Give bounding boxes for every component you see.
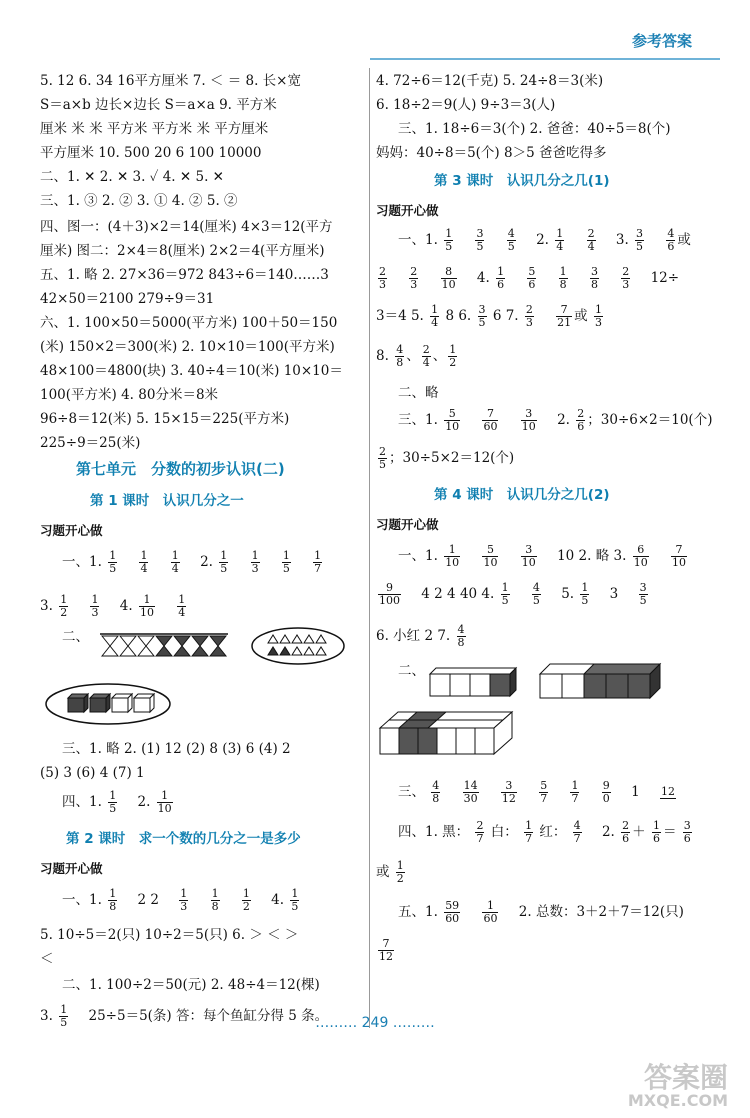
header-rule: [370, 58, 720, 60]
answer-line: 5. 12 6. 34 16平方厘米 7. ＜ ＝ 8. 长×宽: [40, 73, 301, 89]
fraction: $\frac{1}{10}$: [139, 593, 154, 619]
page-header: [0, 0, 750, 60]
answer-line: 100(平方米) 4. 80分米＝8米: [40, 387, 219, 403]
lesson-title: 第 4 课时 认识几分之几(2): [434, 487, 610, 503]
fraction-row: 一、1. $\frac{1}{10}$ $\frac{5}{10}$ $\frac{3}{10}$ 10 2. 略 3. $\frac{6}{10}$ $\frac{7}{10}$: [398, 543, 686, 569]
lesson-title: 第 2 课时 求一个数的几分之一是多少: [66, 831, 301, 847]
fraction-row: 3. $\frac{1}{2}$ $\frac{1}{3}$ 4. $\frac{1}{10}$ $\frac{1}{4}$: [40, 593, 186, 619]
answer-line: 三、1. 18÷6＝3(个) 2. 爸爸：40÷5＝8(个): [398, 121, 671, 137]
column-divider: [369, 68, 370, 1028]
fraction-row: $\frac{2}{5}$ ；30÷5×2＝12(个): [379, 445, 515, 471]
answer-line: 妈妈：40÷8＝5(个) 8＞5 爸爸吃得多: [376, 145, 607, 161]
fraction: $\frac{1}{3}$: [180, 887, 188, 913]
fraction: $\frac{1}{8}$: [109, 887, 117, 913]
cube-row-figure: [536, 660, 664, 702]
fraction: $\frac{1}{5}$: [60, 1003, 68, 1029]
fraction: $\frac{1}{4}$: [140, 549, 148, 575]
section-label: 习题开心做: [376, 517, 439, 532]
watermark-logo: 答案圈 MXQE.COM: [627, 1061, 728, 1110]
fraction: $\frac{1}{5}$: [291, 887, 299, 913]
answer-line: 三、1. 略 2. (1) 12 (2) 8 (3) 6 (4) 2: [62, 741, 291, 757]
answer-line: 225÷9＝25(米): [40, 435, 141, 451]
fraction-row: 或 $\frac{1}{2}$: [376, 859, 404, 885]
fraction-row: $\frac{2}{3}$ $\frac{2}{3}$ $\frac{8}{10}$ 4. $\frac{1}{6}$ $\frac{5}{6}$ $\frac{1}{8}$ $\frac{3}{8}$ $\frac{2}{3}$ 12÷: [379, 265, 680, 291]
fraction: $\frac{1}{7}$: [314, 549, 322, 575]
fraction: $\frac{1}{3}$: [251, 549, 259, 575]
fraction-row: 一、1. $\frac{1}{8}$ 2 2 $\frac{1}{3}$ $\frac{1}{8}$ $\frac{1}{2}$ 4. $\frac{1}{5}$: [62, 887, 299, 913]
fraction-row: 三、 $\frac{4}{8}$ $\frac{14}{30}$ $\frac{3}{12}$ $\frac{5}{7}$ $\frac{1}{7}$ $\frac{9}{0}$ 1 12: [398, 779, 675, 805]
fraction-row: 五、1. $\frac{59}{60}$ $\frac{1}{60}$ 2. 总数：3＋2＋7＝12(只): [398, 899, 684, 925]
fraction-row: 3. $\frac{1}{5}$ 25÷5＝5(条) 答：每个鱼缸分得 5 条。: [40, 1003, 329, 1029]
answer-line: 42×50＝2100 279÷9＝31: [40, 291, 215, 307]
fraction-row: 一、1. $\frac{1}{5}$ $\frac{1}{4}$ $\frac{1}{4}$ 2. $\frac{1}{5}$ $\frac{1}{3}$ $\frac{1}{5}$ $\frac{1}{7}$: [62, 549, 322, 575]
answer-line: 4. 72÷6＝12(千克) 5. 24÷8＝3(米): [376, 73, 604, 89]
fraction: $\frac{1}{5}$: [220, 549, 228, 575]
section-label: 二、: [62, 629, 89, 645]
unit-title: 第七单元 分数的初步认识(二): [76, 460, 285, 478]
cubes-ellipse-figure: [44, 682, 174, 726]
fraction-row: 四、1. 黑： $\frac{2}{7}$ 白： $\frac{1}{7}$ 红： $\frac{4}{7}$ 2. $\frac{2}{6}$ ＋ $\frac{1}{6}$ ＝ $\frac{3}{6}$: [398, 819, 691, 845]
fraction: $\frac{1}{2}$: [60, 593, 68, 619]
cube-block-figure: [376, 708, 516, 760]
section-label: 习题开心做: [40, 523, 103, 538]
answer-line: 厘米) 图二：2×4＝8(厘米) 2×2＝4(平方厘米): [40, 243, 325, 259]
fraction: $\frac{1}{5}$: [109, 549, 117, 575]
lesson-title: 第 3 课时 认识几分之几(1): [434, 173, 610, 189]
fraction-row: 一、1. $\frac{1}{5}$ $\frac{3}{5}$ $\frac{4}{5}$ 2. $\frac{1}{4}$ $\frac{2}{4}$ 3. $\frac{3}{5}$ $\frac{4}{6}$ 或: [398, 227, 691, 253]
answer-line: (米) 150×2＝300(米) 2. 10×10＝100(平方米): [40, 339, 335, 355]
section-label: 习题开心做: [40, 861, 103, 876]
answer-line: 平方厘米 10. 500 20 6 100 10000: [40, 145, 262, 161]
fraction: $\frac{1}{4}$: [171, 549, 179, 575]
triangles-ellipse-figure: [250, 626, 350, 666]
fraction: $\frac{1}{5}$: [282, 549, 290, 575]
fraction-row: 3＝4 5. $\frac{1}{4}$ 8 6. $\frac{3}{5}$ 6 7. $\frac{2}{3}$ $\frac{7}{21}$ 或 $\frac{1}{3}$: [376, 303, 602, 329]
fraction-row: 三、1. $\frac{5}{10}$ $\frac{7}{60}$ $\frac{3}{10}$ 2. $\frac{2}{6}$ ；30÷6×2＝10(个): [398, 407, 713, 433]
fraction: $\frac{1}{3}$: [91, 593, 99, 619]
answer-line: 48×100＝4800(块) 3. 40÷4＝10(米) 10×10＝: [40, 363, 343, 379]
answer-line: ＜: [40, 951, 54, 967]
answer-line: 四、图一：(4＋3)×2＝14(厘米) 4×3＝12(平方: [40, 219, 333, 235]
fraction-row: $\frac{7}{12}$: [379, 937, 393, 963]
fraction: $\frac{1}{8}$: [211, 887, 219, 913]
fraction-row: 8. $\frac{4}{8}$ 、 $\frac{2}{4}$ 、 $\frac{1}{2}$: [376, 343, 457, 369]
section-label: 二、: [398, 663, 425, 679]
answer-line: 二、略: [398, 385, 439, 401]
fraction: $\frac{1}{5}$: [109, 789, 117, 815]
answer-line: 二、1. 100÷2＝50(元) 2. 48÷4＝12(棵): [62, 977, 320, 993]
triangles-figure: [100, 630, 230, 660]
answer-line: S＝a×b 边长×边长 S＝a×a 9. 平方米: [40, 97, 277, 113]
fraction: $\frac{1}{4}$: [178, 593, 186, 619]
fraction: $\frac{1}{10}$: [157, 789, 172, 815]
answer-line: (5) 3 (6) 4 (7) 1: [40, 765, 145, 781]
answer-line: 5. 10÷5＝2(只) 10÷2＝5(只) 6. ＞ ＜ ＞: [40, 927, 299, 943]
fraction-row: 四、1. $\frac{1}{5}$ 2. $\frac{1}{10}$: [62, 789, 172, 815]
header-title: 参考答案: [631, 32, 692, 50]
answer-line: 六、1. 100×50＝5000(平方米) 100＋50＝150: [40, 315, 338, 331]
fraction: $\frac{1}{2}$: [242, 887, 250, 913]
answer-line: 96÷8＝12(米) 5. 15×15＝225(平方米): [40, 411, 290, 427]
fraction-row: $\frac{9}{100}$ 4 2 4 40 4. $\frac{1}{5}$ $\frac{4}{5}$ 5. $\frac{1}{5}$ 3 $\frac{3}{5}$: [379, 581, 647, 607]
lesson-title: 第 1 课时 认识几分之一: [90, 493, 244, 509]
section-label: 习题开心做: [376, 203, 439, 218]
answer-line: 二、1. ✕ 2. ✕ 3. ✓ 4. ✕ 5. ✕: [40, 169, 224, 185]
answer-line: 三、1. ③ 2. ② 3. ① 4. ② 5. ②: [40, 193, 238, 209]
answer-line: 五、1. 略 2. 27×36＝972 843÷6＝140……3: [40, 267, 329, 283]
fraction-row: 6. 小红 2 7. $\frac{4}{8}$: [376, 623, 465, 649]
cube-row-figure: [426, 666, 518, 702]
answer-line: 厘米 米 米 平方米 平方米 米 平方厘米: [40, 121, 269, 137]
answer-line: 6. 18÷2＝9(人) 9÷3＝3(人): [376, 97, 556, 113]
page-number: ……… 249 ………: [315, 1015, 435, 1031]
